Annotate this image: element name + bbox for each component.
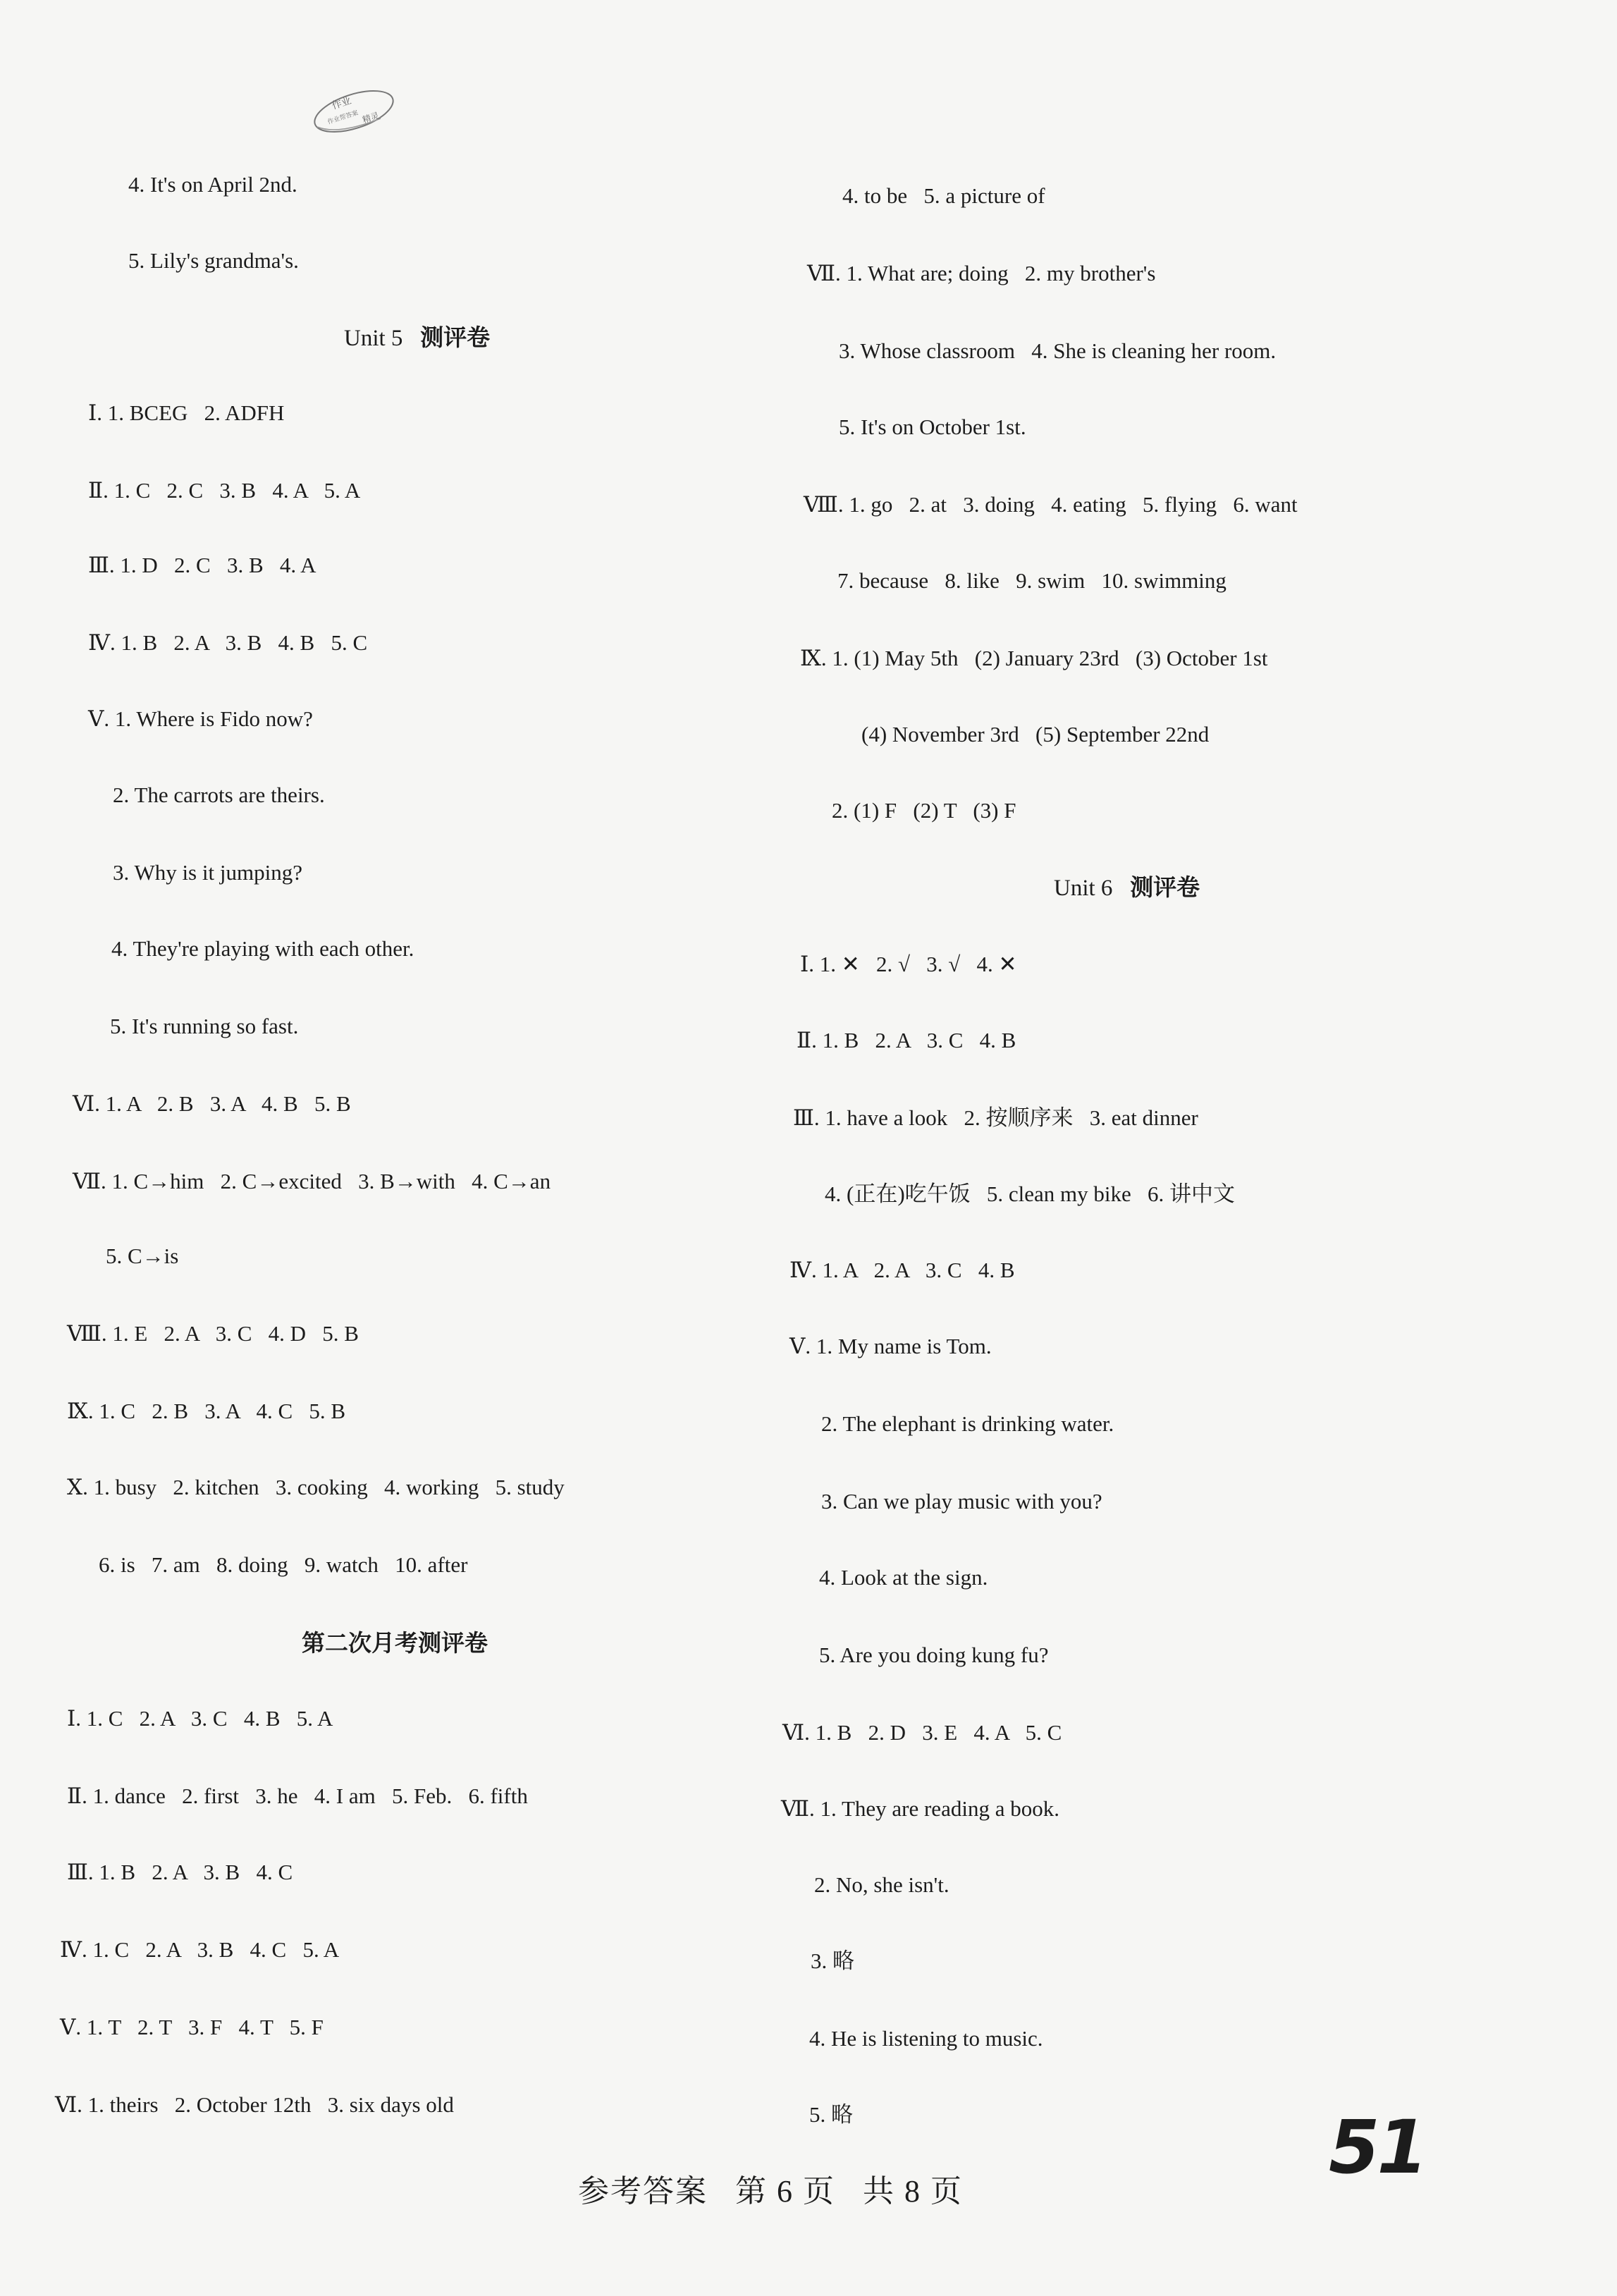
left-line-24: Ⅳ. 1. C 2. A 3. B 4. C 5. A <box>60 1937 340 1962</box>
right-line-25: 4. He is listening to music. <box>809 2026 1043 2051</box>
left-line-26: Ⅵ. 1. theirs 2. October 12th 3. six days old <box>55 2092 454 2117</box>
left-line-11: 4. They're playing with each other. <box>111 936 414 961</box>
midterm-title: 第二次月考测评卷 <box>302 1631 488 1657</box>
left-line-14: Ⅶ. 1. C→him 2. C→excited 3. B→with 4. C→an <box>73 1169 551 1193</box>
left-line-12: 5. It's running so fast. <box>110 1014 299 1038</box>
right-line-15: Ⅳ. 1. A 2. A 3. C 4. B <box>789 1258 1015 1282</box>
left-line-7: Ⅳ. 1. B 2. A 3. B 4. B 5. C <box>88 630 368 655</box>
left-line-2: 5. Lily's grandma's. <box>128 248 299 273</box>
unit6-title: 测评卷 <box>1130 876 1200 901</box>
left-line-19: 6. is 7. am 8. doing 9. watch 10. after <box>99 1552 468 1577</box>
left-line-23: Ⅲ. 1. B 2. A 3. B 4. C <box>67 1860 293 1884</box>
unit5-unit: Unit 5 <box>344 326 403 351</box>
right-line-13: Ⅲ. 1. have a look 2. 按顺序来 3. eat dinner <box>793 1105 1198 1130</box>
right-line-18: 3. Can we play music with you? <box>821 1489 1102 1514</box>
right-line-12: Ⅱ. 1. B 2. A 3. C 4. B <box>797 1028 1016 1052</box>
left-line-8: Ⅴ. 1. Where is Fido now? <box>88 706 313 731</box>
left-line-10: 3. Why is it jumping? <box>113 860 302 885</box>
left-line-6: Ⅲ. 1. D 2. C 3. B 4. A <box>88 553 316 577</box>
right-line-23: 2. No, she isn't. <box>814 1872 949 1897</box>
right-line-6: 7. because 8. like 9. swim 10. swimming <box>837 568 1226 593</box>
left-line-13: Ⅵ. 1. A 2. B 3. A 4. B 5. B <box>73 1091 351 1116</box>
right-line-19: 4. Look at the sign. <box>819 1565 988 1590</box>
right-line-2: Ⅶ. 1. What are; doing 2. my brother's <box>807 261 1156 286</box>
unit6-unit: Unit 6 <box>1054 876 1113 901</box>
left-line-16: Ⅷ. 1. E 2. A 3. C 4. D 5. B <box>67 1321 359 1346</box>
unit5-heading <box>344 324 490 352</box>
right-line-9: 2. (1) F (2) T (3) F <box>832 798 1016 823</box>
left-line-17: Ⅸ. 1. C 2. B 3. A 4. C 5. B <box>67 1399 346 1423</box>
right-line-24: 3. 略 <box>811 1948 854 1973</box>
left-line-25: Ⅴ. 1. T 2. T 3. F 4. T 5. F <box>60 2015 324 2039</box>
left-line-9: 2. The carrots are theirs. <box>113 782 325 807</box>
right-line-11: Ⅰ. 1. ✕ 2. √ 3. √ 4. ✕ <box>800 952 1017 976</box>
left-line-15: 5. C→is <box>106 1244 179 1268</box>
stamp-top-text: 作业 <box>331 95 353 112</box>
right-line-22: Ⅶ. 1. They are reading a book. <box>781 1796 1059 1821</box>
right-line-1: 4. to be 5. a picture of <box>842 183 1045 208</box>
left-line-1: 4. It's on April 2nd. <box>128 172 297 197</box>
left-line-4: Ⅰ. 1. BCEG 2. ADFH <box>88 400 285 425</box>
right-line-8: (4) November 3rd (5) September 22nd <box>861 722 1210 747</box>
midterm-heading <box>302 1630 488 1658</box>
right-line-21: Ⅵ. 1. B 2. D 3. E 4. A 5. C <box>782 1720 1062 1745</box>
page-footer: 参考答案 第 6 页 共 8 页 <box>578 2174 963 2209</box>
unit5-title: 测评卷 <box>420 326 491 351</box>
right-line-7: Ⅸ. 1. (1) May 5th (2) January 23rd (3) October 1st <box>800 646 1268 670</box>
watermark-stamp <box>310 83 398 140</box>
unit6-heading <box>1054 874 1200 902</box>
left-line-18: Ⅹ. 1. busy 2. kitchen 3. cooking 4. working 5. study <box>67 1475 565 1499</box>
right-line-14: 4. (正在)吃午饭 5. clean my bike 6. 讲中文 <box>825 1181 1236 1206</box>
stamp-bottom-text: 精灵 <box>361 110 381 125</box>
right-line-4: 5. It's on October 1st. <box>839 415 1026 439</box>
left-line-5: Ⅱ. 1. C 2. C 3. B 4. A 5. A <box>88 478 361 503</box>
page-number: 51 <box>1329 2104 1425 2190</box>
right-line-26: 5. 略 <box>809 2102 853 2127</box>
right-line-16: Ⅴ. 1. My name is Tom. <box>789 1334 992 1358</box>
left-line-22: Ⅱ. 1. dance 2. first 3. he 4. I am 5. Feb. 6. fifth <box>67 1784 528 1808</box>
right-line-3: 3. Whose classroom 4. She is cleaning her room. <box>839 338 1277 363</box>
right-line-20: 5. Are you doing kung fu? <box>819 1643 1049 1667</box>
right-line-5: Ⅷ. 1. go 2. at 3. doing 4. eating 5. flying 6. want <box>804 492 1298 517</box>
right-line-17: 2. The elephant is drinking water. <box>821 1411 1114 1436</box>
stamp-middle-text: 作业帮答案 <box>326 109 359 125</box>
left-line-21: Ⅰ. 1. C 2. A 3. C 4. B 5. A <box>67 1706 333 1731</box>
